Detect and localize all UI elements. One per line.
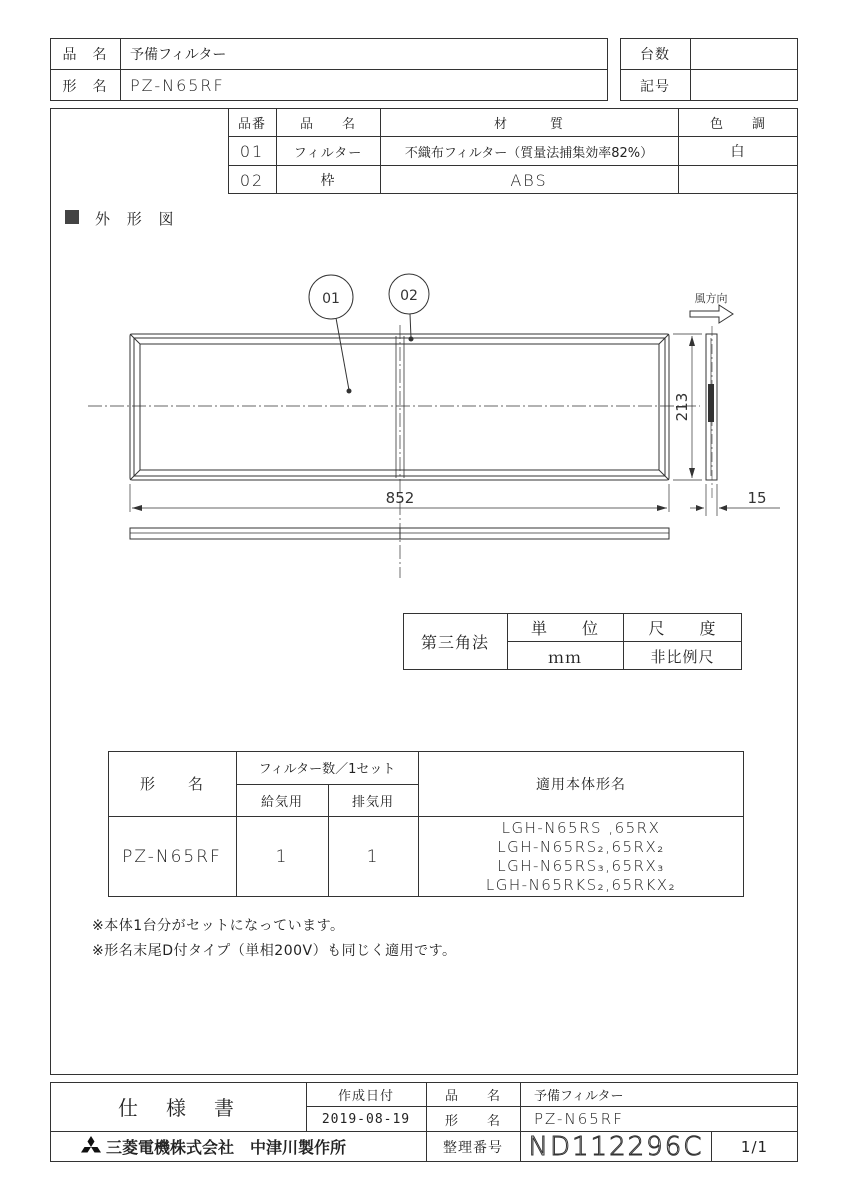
parts-row1-material: 不織布フィルター（質量法捕集効率82%） [404,145,654,161]
header-kigo-label: 記号 [640,78,670,95]
parts-row1-color: 白 [730,144,746,160]
company-name: 三菱電機株式会社 中津川製作所 [106,1138,347,1157]
model-row-exhaust: 1 [366,847,380,867]
model-header-exhaust: 排気用 [351,795,394,810]
mitsubishi-logo-icon [78,1136,104,1162]
header-katamei-value: PZ-N65RF [130,76,225,95]
date-label: 作成日付 [337,1088,394,1104]
parts-row1-name: フィルター [293,145,363,161]
note-line-1: ※本体1台分がセットになっています。 [92,918,345,934]
projection-scale-value: 非比例尺 [650,647,715,666]
dim-height-213: 213 [673,392,691,422]
applicable-model-line: LGH-N65RKS₂,65RKX₂ [485,876,677,894]
model-header-model: 形 名 [139,775,204,793]
parts-header-color: 色 調 [709,116,766,132]
callout-02: 02 [400,288,418,304]
model-row-model: PZ-N65RF [122,847,222,867]
projection-method: 第三角法 [420,633,489,652]
parts-row2-name: 枠 [320,173,336,189]
applicable-model-line: LGH-N65RS ,65RX [501,819,661,837]
header-daisu-label: 台数 [640,46,670,63]
header-hinmei-label: 品 名 [62,46,108,63]
note-line-2: ※形名末尾D付タイプ（単相200V）も同じく適用です。 [92,943,457,959]
parts-row2-material: ABS [510,170,548,190]
footer-katamei-label: 形 名 [444,1113,501,1129]
header-hinmei-value: 予備フィルター [130,46,227,63]
seiri-value: ND112296C [528,1132,704,1162]
doc-type: 仕 様 書 [118,1096,238,1120]
parts-header-no: 品番 [237,116,266,132]
footer-katamei-value: PZ-N65RF [534,1110,624,1128]
date-value: 2019-08-19 [321,1111,411,1127]
model-header-supply: 給気用 [260,795,303,810]
model-row-applicable [418,818,744,896]
callout-01: 01 [322,291,340,307]
parts-row2-no: 02 [239,170,265,190]
header-katamei-label: 形 名 [62,78,108,95]
projection-unit-label: 単 位 [530,618,599,638]
model-header-filter-count: フィルター数／1セット [258,762,396,777]
applicable-model-line: LGH-N65RS₃,65RX₃ [497,857,665,875]
parts-row1-no: 01 [239,141,265,161]
page-number: 1/1 [740,1138,769,1156]
wind-direction-label: 風方向 [694,292,728,305]
parts-header-name: 品 名 [299,116,356,132]
projection-scale-label: 尺 度 [648,618,717,638]
footer-hinmei-value: 予備フィルター [534,1088,624,1104]
model-row-supply: 1 [275,847,289,867]
section-title: 外 形 図 [95,209,180,228]
applicable-model-line: LGH-N65RS₂,65RX₂ [497,838,665,856]
projection-unit-value: ｍｍ [547,647,582,667]
seiri-label: 整理番号 [443,1140,503,1156]
model-header-applicable: 適用本体形名 [536,776,626,793]
footer-hinmei-label: 品 名 [444,1088,501,1104]
parts-header-material: 材 質 [493,116,564,132]
dim-depth-15: 15 [747,489,767,507]
dim-width-852: 852 [385,489,415,507]
